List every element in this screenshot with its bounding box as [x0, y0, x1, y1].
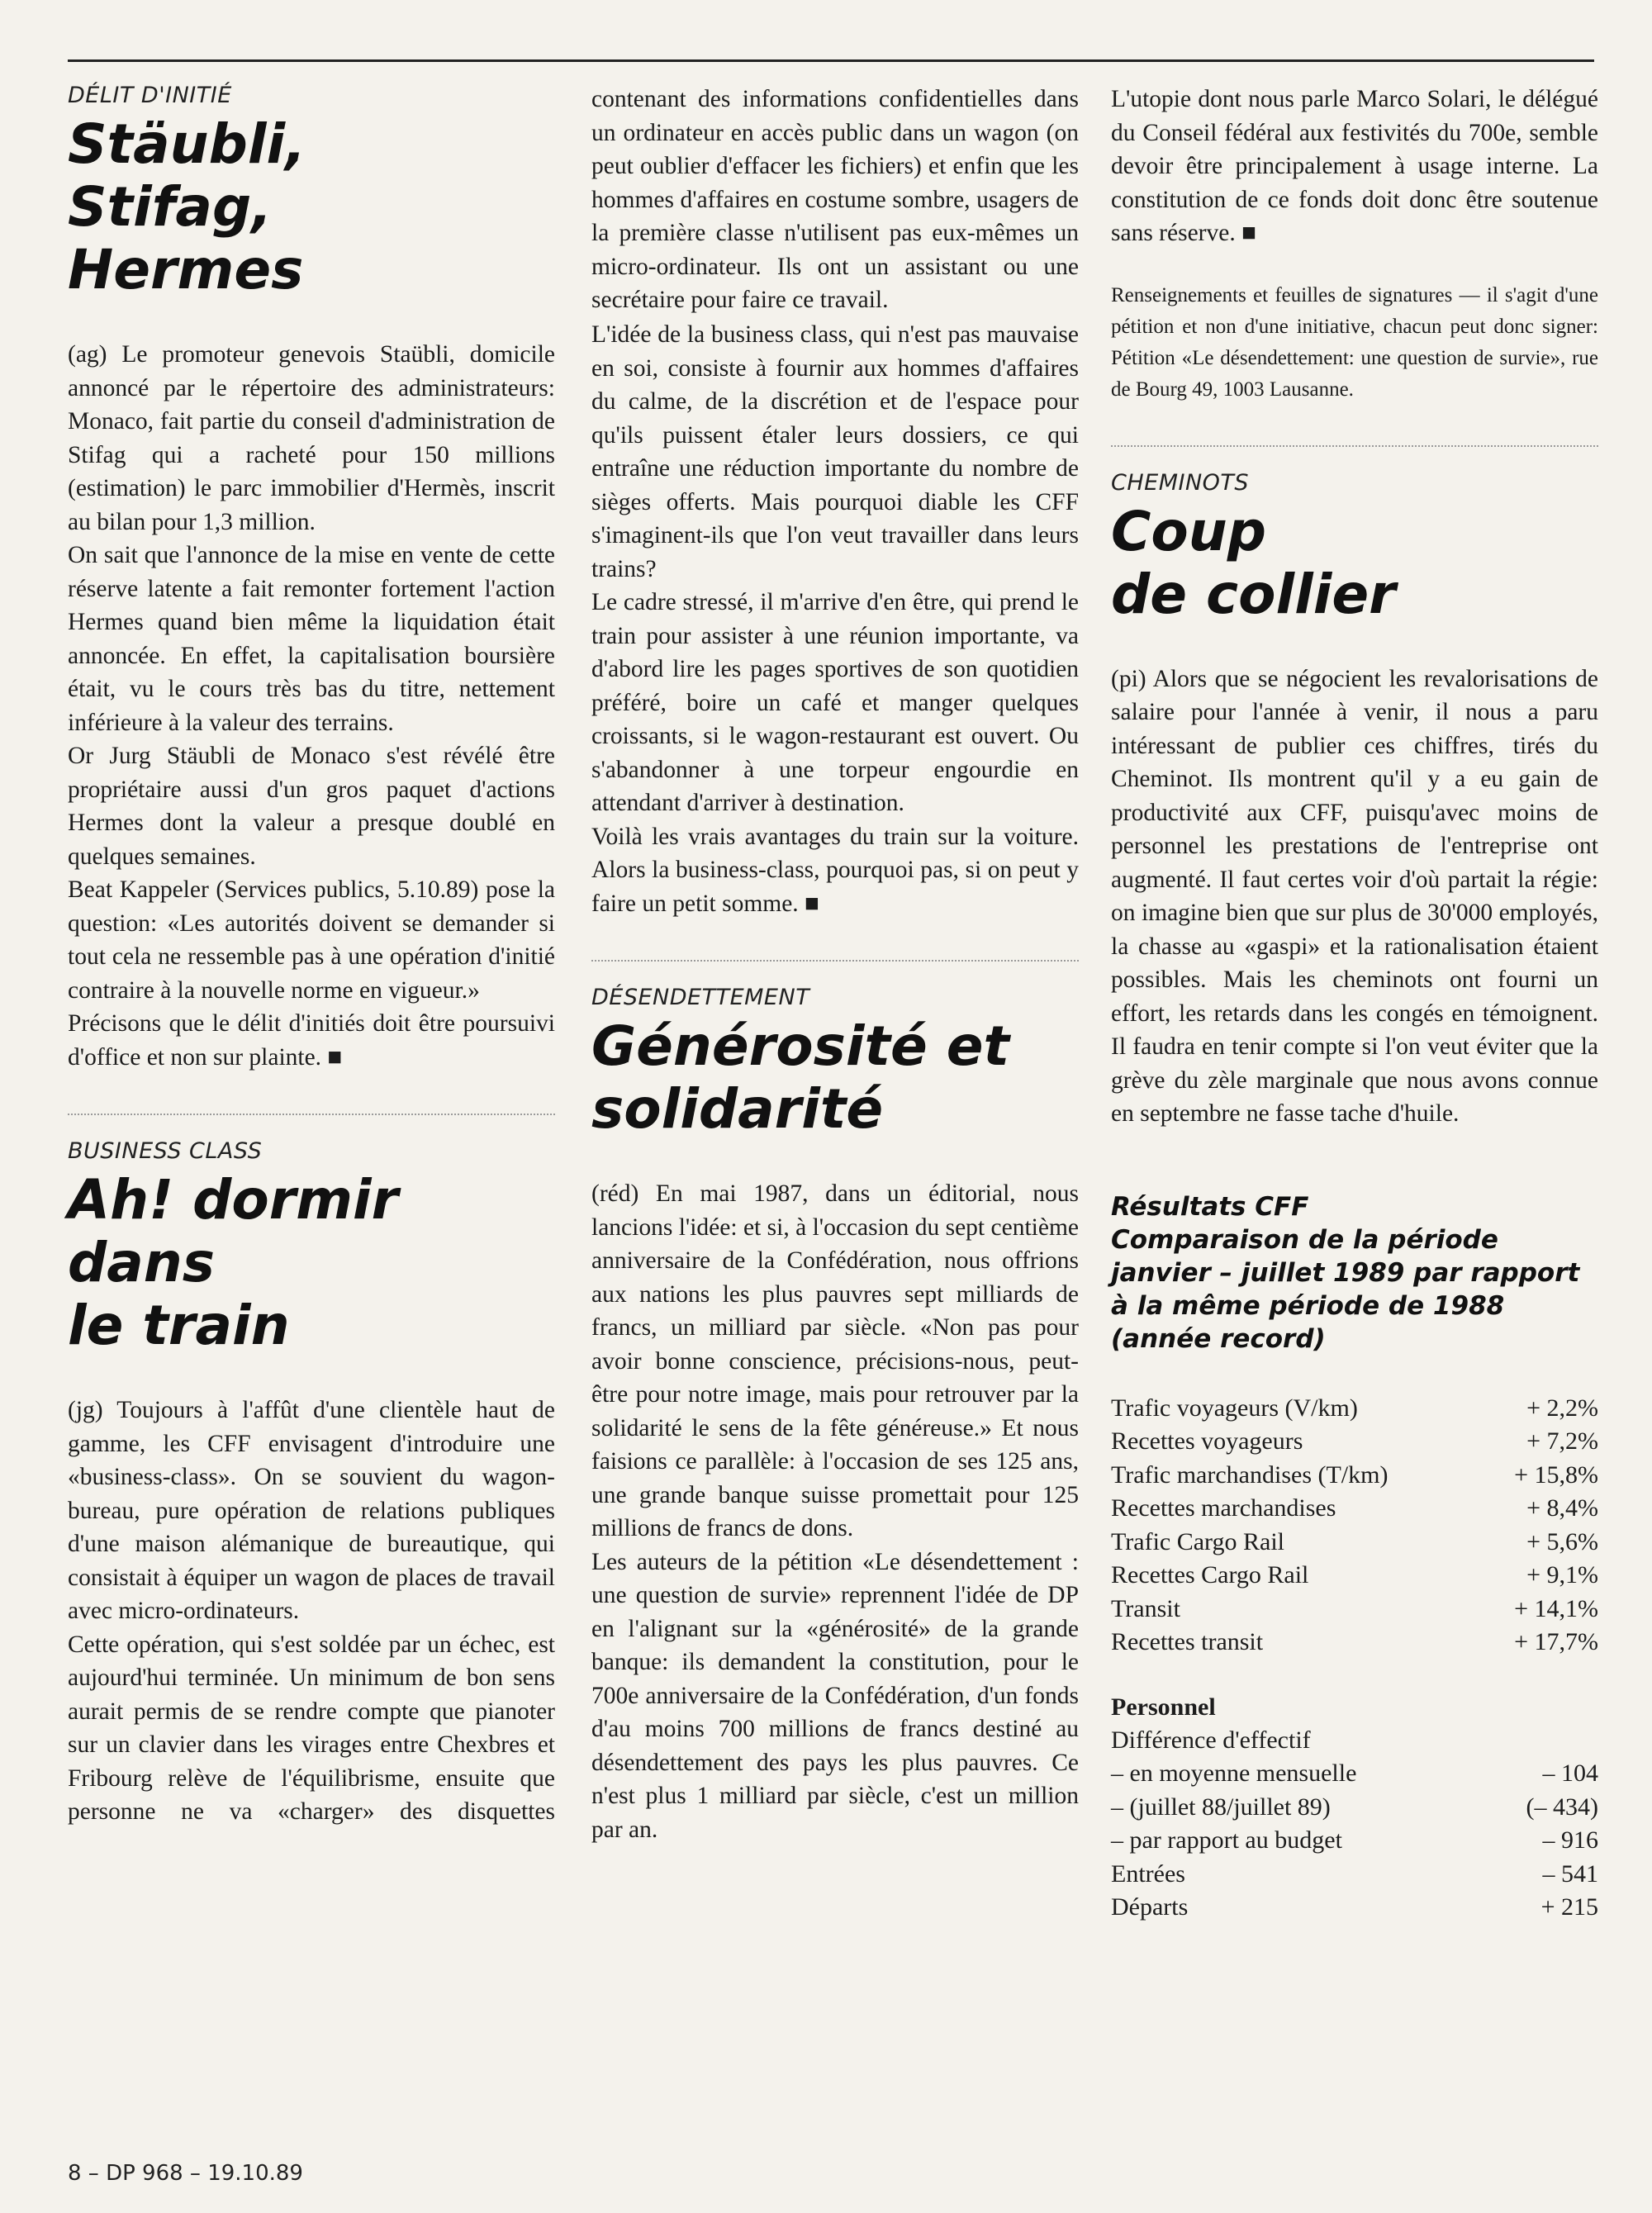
top-rule — [68, 59, 1594, 62]
paragraph-continued: contenant des informations confidentielles dans un ordinateur en accès public dans un wagon (on peut oublier d'effacer les fichiers) et enfin que les hommes d'affaires en costume sombre, usagers de la première classe n'utilisent pas eux-mêmes un micro-ordinateur. Ils ont un assistant ou une secrétaire pour faire ce travail. — [591, 86, 1079, 313]
article-body-desendettement-1 — [591, 1177, 1079, 1846]
headline-cheminots: Coup de collier — [1111, 499, 1396, 626]
table-row: Recettes Cargo Rail + 9,1% — [1111, 1561, 1598, 1589]
paragraph: (réd) En mai 1987, dans un éditorial, nous lancions l'idée: et si, à l'occasion du sept centième anniversaire de la Confédération, nous offrions aux nations les plus pauvres sept milliards de francs, un milliard par siècle. «Non pas pour avoir bonne conscience, précisions-nous, peut-être pour notre image, mais pour retrouver par la solidarité le sens de la fête généreuse.» Et nous faisions ce parallèle: à l'occasion de ses 125 ans, une grande banque suisse promettait pour 125 millions de francs de dons. — [591, 1180, 1079, 1541]
paragraph: L'idée de la business class, qui n'est pas mauvaise en soi, consiste à fournir aux hommes d'affaires du calme, de la discrétion et de l'espace pour qu'ils puissent étaler leurs dossiers, ce qui entraîne une réduction importante du nombre de sièges offerts. Mais pourquoi diable les CFF s'imaginent-ils que l'on veut travailler dans leurs trains? — [591, 321, 1079, 582]
paragraph: Cette opération, qui s'est soldée par un échec, est aujourd'hui terminée. Un minimum de bon sens aurait permis de se rendre compte que pianoter sur un clavier dans les virages entre Chexbres et Fribourg relève de l'équilibrisme, ensuite que personne ne va «charger» des disquettes — [68, 1631, 555, 1825]
table-row: Recettes transit + 17,7% — [1111, 1628, 1598, 1655]
kicker-staubli: DÉLIT D'INITIÉ — [68, 83, 232, 108]
paragraph: Beat Kappeler (Services publics, 5.10.89) pose la question: «Les autorités doivent se demander si tout cela ne ressemble pas à une opération d'initié contraire à la nouvelle norme en vigueur.» — [68, 876, 555, 1004]
paragraph: (jg) Toujours à l'affût d'une clientèle haut de gamme, les CFF envisagent d'introduire une «business-class». On se souvient du wagon-bureau, pure opération de relations publiques d'une maison alémanique de bureautique, qui consistait à équiper un wagon de places de travail avec micro-ordinateurs. — [68, 1397, 555, 1624]
paragraph: Voilà les vrais avantages du train sur la voiture. Alors la business-class, pourquoi pas, si on peut y faire un petit somme. ■ — [591, 823, 1079, 917]
headline-desendettement: Générosité et solidarité — [591, 1014, 1010, 1141]
table-row: – (juillet 88/juillet 89) (– 434) — [1111, 1793, 1598, 1821]
paragraph: (ag) Le promoteur genevois Staübli, domicile annoncé par le répertoire des administrateurs: Monaco, fait partie du conseil d'administration de Stifag qui a racheté pour 150 millions (estimation) le parc immobilier d'Hermès, inscrit au bilan pour 1,3 million. — [68, 341, 555, 535]
personnel-title: Personnel — [1111, 1693, 1216, 1721]
headline-business: Ah! dormir dans le train — [68, 1168, 399, 1357]
paragraph: Le cadre stressé, il m'arrive d'en être, qui prend le train pour assister à une réunion importante, va d'abord lire les pages sportives de son quotidien préféré, boire un café et manger quelques croissants, si le wagon-restaurant est ouvert. Ou s'abandonner à une torpeur engourdie en attendant d'arriver à destination. — [591, 589, 1079, 816]
paragraph: Or Jurg Stäubli de Monaco s'est révélé être propriétaire aussi d'un gros paquet d'actions Hermes dont la valeur a presque doublé en quelques semaines. — [68, 743, 555, 870]
table-row: Transit + 14,1% — [1111, 1594, 1598, 1622]
table-row: – en moyenne mensuelle – 104 — [1111, 1759, 1598, 1787]
article-divider — [68, 1114, 555, 1115]
paragraph: On sait que l'annonce de la mise en vente de cette réserve latente a fait remonter fortement l'action Hermes quand bien même la liquidation était annoncée. En effet, la capitalisation boursière était, vu le cours très bas du titre, nettement inférieure à la valeur des terrains. — [68, 542, 555, 736]
article-divider — [1111, 445, 1598, 447]
paragraph: Les auteurs de la pétition «Le désendettement : une question de survie» reprennent l'idée de DP en l'alignant sur la «générosité» de la grande banque: ils demandent la constitution, pour le 700e anniversaire de la Confédération, d'un fonds d'au moins 700 millions de francs destiné au désendettement des pays les plus pauvres. Ce n'est plus 1 milliard par siècle, c'est un million par an. — [591, 1548, 1079, 1843]
column-2 — [591, 83, 1079, 1846]
table-row: Départs + 215 — [1111, 1893, 1598, 1921]
paragraph: L'utopie dont nous parle Marco Solari, le délégué du Conseil fédéral aux festivités du 700e, semble devoir être principalement à usage interne. La constitution de ce fonds doit donc être soutenue sans réserve. ■ — [1111, 86, 1598, 246]
article-body-business-1 — [68, 1394, 555, 1832]
article-body-staubli — [68, 338, 555, 1074]
table-row: Entrées – 541 — [1111, 1859, 1598, 1888]
article-body-business-2 — [591, 83, 1079, 920]
table-row: – par rapport au budget – 916 — [1111, 1826, 1598, 1854]
headline-staubli: Stäubli, Stifag, Hermes — [68, 112, 306, 302]
table-row: Différence d'effectif — [1111, 1726, 1311, 1754]
kicker-business: BUSINESS CLASS — [68, 1138, 263, 1164]
page-footer: 8 – DP 968 – 19.10.89 — [68, 2161, 303, 2186]
article-body-cheminots — [1111, 662, 1598, 1131]
kicker-desendettement: DÉSENDETTEMENT — [591, 985, 810, 1010]
paragraph: (pi) Alors que se négocient les revalorisations de salaire pour l'année à venir, il nous a paru intéressant de publier ces chiffres, tirés du Cheminot. Ils montrent qu'il y a eu gain de productivité aux CFF, puisqu'avec moins de personnel les prestations de l'entreprise ont augmenté. Il faut certes voir d'où partait la régie: on imagine bien que sur plus de 30'000 employés, la chasse au «gaspi» et la rationalisation étaient possibles. Mais les cheminots ont fourni un effort, les retards dans les congés en témoignent. Il faudra en tenir compte si l'on veut éviter que la grève du zèle marginale que nous avons connue en septembre ne fasse tache d'huile. — [1111, 665, 1598, 1127]
column-3 — [1111, 83, 1598, 1925]
petition-info: Renseignements et feuilles de signatures — il s'agit d'une pétition et non d'une initiative, chacun peut donc signer: Pétition «Le désendettement: une question de survie», rue de Bourg 49, 1003 Lausanne. — [1111, 283, 1598, 401]
article-body-desendettement-2 — [1111, 83, 1598, 250]
paragraph: Précisons que le délit d'initiés doit être poursuivi d'office et non sur plainte. ■ — [68, 1010, 555, 1071]
table-row: Recettes voyageurs + 7,2% — [1111, 1427, 1598, 1455]
table-row: Trafic Cargo Rail + 5,6% — [1111, 1527, 1598, 1555]
article-divider — [591, 960, 1079, 962]
stats-title: Résultats CFF Comparaison de la période janvier – juillet 1989 par rapport à la même période de 1988 (année record) — [1111, 1191, 1580, 1354]
stats-table — [1111, 1392, 1598, 1660]
kicker-cheminots: CHEMINOTS — [1111, 469, 1250, 496]
table-row: Recettes marchandises + 8,4% — [1111, 1494, 1598, 1522]
column-1 — [68, 83, 555, 1832]
personnel-table — [1111, 1724, 1598, 1925]
table-row: Trafic marchandises (T/km) + 15,8% — [1111, 1460, 1598, 1489]
table-row: Trafic voyageurs (V/km) + 2,2% — [1111, 1394, 1598, 1422]
